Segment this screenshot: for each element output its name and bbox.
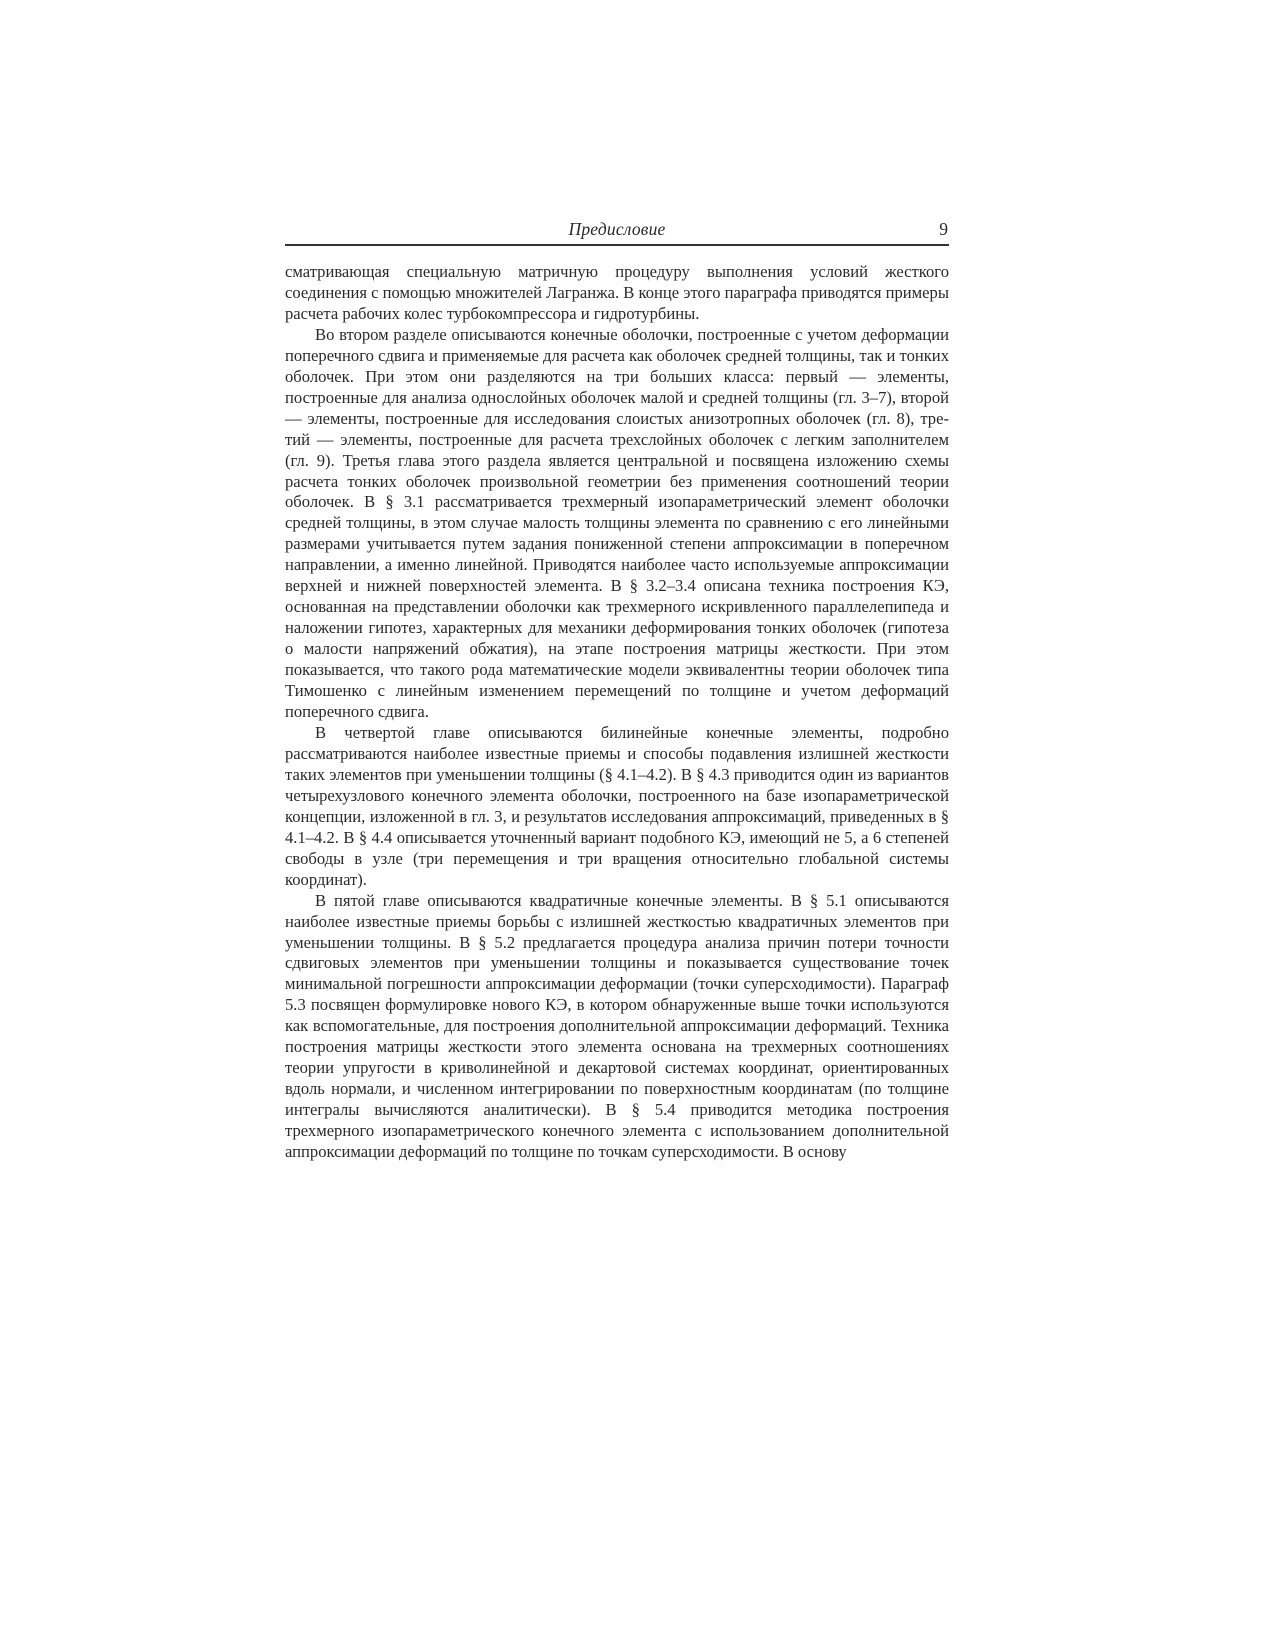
paragraph-3: В четвертой главе описываются билинейные конечные элементы, подробно рассматриваются наиболее известные приемы и способы подавления излишней жесткости таких элементов при уменьшении толщины (§ 4.1–4.2). В § 4.3 приводится один из вариантов четырехузлового конечного элемента оболочки, построенного на базе изопараметрической концепции, изложенной в гл. 3, и результатов исследования аппроксимаций, приведенных в § 4.1–4.2. В § 4.4 описывается уточненный вариант подобного КЭ, имеющий не 5, а 6 степеней свободы в узле (три перемещения и три вращения относительно глобальной системы координат). [285,722,949,889]
page-number: 9 [939,219,948,239]
body-text [285,262,949,1163]
running-header [285,216,949,246]
running-title: Предисловие [568,219,666,239]
paragraph-1: сматривающая специальную матричную процедуру выполнения условий жесткого соединения с помощью множителей Лагранжа. В конце этого параграфа приводятся примеры расчета рабочих колес турбокомпрессора и гидротурбины. [285,262,949,323]
paragraph-2: Во втором разделе описываются конечные оболочки, построенные с учетом деформации поперечного сдвига и применяемые для расчета как оболочек средней толщины, так и тонких оболочек. При этом они разделяются на три больших класса: первый — элементы, построенные для анализа однослойных оболочек малой и средней толщины (гл. 3–7), второй — элементы, построенные для исследования слоистых анизотропных оболочек (гл. 8), третий — элементы, построенные для расчета трехслойных оболочек с легким заполнителем (гл. 9). Третья глава этого раздела является центральной и посвящена изложению схемы расчета тонких оболочек произвольной геометрии без применения соотношений теории оболочек. В § 3.1 рассматривается трехмерный изопараметрический элемент оболочки средней толщины, в этом случае малость толщины элемента по сравнению с его линейными размерами учитывается путем задания пониженной степени аппроксимации в поперечном направлении, а именно линейной. Приводятся наиболее часто используемые аппроксимации верхней и нижней поверхностей элемента. В § 3.2–3.4 описана техника построения КЭ, основанная на представлении оболочки как трехмерного искривленного параллелепипеда и наложении гипотез, характерных для механики деформирования тонких оболочек (гипотеза о малости напряжений обжатия), на этапе построения матрицы жесткости. При этом показывается, что такого рода математические модели эквивалентны теории оболочек типа Тимошенко с линейным изменением перемещений по толщине и учетом деформаций поперечного сдвига. [285,324,949,722]
paragraph-4: В пятой главе описываются квадратичные конечные элементы. В § 5.1 описываются наиболее известные приемы борьбы с излишней жесткостью квадратичных элементов при уменьшении толщины. В § 5.2 предлагается процедура анализа причин потери точности сдвиговых элементов при уменьшении толщины и показывается существование точек минимальной погрешности аппроксимации деформации (точки суперсходимости). Параграф 5.3 посвящен формулировке нового КЭ, в котором обнаруженные выше точки используются как вспомогательные, для построения дополнительной аппроксимации деформаций. Техника построения матрицы жесткости этого элемента основана на трехмерных соотношениях теории упругости в криволинейной и декартовой системах координат, ориентированных вдоль нормали, и численном интегрировании по поверхностным координатам (по толщине интегралы вычисляются аналитически). В § 5.4 приводится методика построения трехмерного изопараметрического конечного элемента с использованием дополнительной аппроксимации деформаций по толщине по точкам суперсходимости. В основу [285,890,949,1162]
